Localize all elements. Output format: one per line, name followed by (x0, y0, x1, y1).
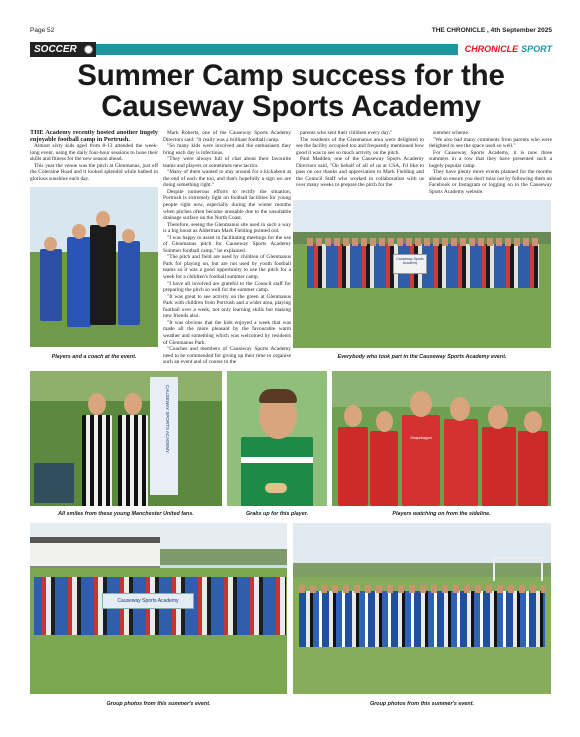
paragraph: "It was great to see activity on the green at Glenmanus Park with children from Portrush and a wider area, playing football over a week, not only learning skills but making new friends also. (163, 293, 291, 320)
photo-players-coach (30, 187, 158, 347)
paragraph: "The pitch and field are used by children of Glenmanus Park for playing on, but are not used by youth football teams so it was a good opportunity to use the pitch for a week for a children's football summer camp. (163, 254, 291, 281)
section-tab (30, 42, 96, 57)
goal-post (493, 557, 543, 581)
article-column-4 (429, 130, 552, 198)
paragraph: This year the venue was the pitch at Glenmanus, just off the Coleraine Road and it looked splendid while bathed in glorious sunshine each day. (30, 162, 158, 182)
player-head (72, 224, 86, 239)
academy-banner (102, 593, 194, 609)
article-column-1 (30, 130, 158, 184)
food-item (265, 483, 287, 493)
paragraph: They have plenty more events planned for the months ahead so ensure you don't miss out by following them on Facebook or Instagram or logging on to the Causeway Sports Academy website. (429, 169, 552, 195)
caption-everybody: Everybody who took part in the Causeway Sports Academy event. (337, 354, 507, 360)
player-head (524, 411, 542, 433)
player-head (376, 411, 393, 432)
paragraph: Mark Roberts, one of the Causeway Sports Academy Directors said: "It really was a brilliant football camp. (163, 130, 291, 143)
lead-paragraph (30, 130, 158, 143)
player-figure (82, 415, 112, 506)
player-figure (338, 427, 368, 506)
section-brand (458, 42, 552, 57)
paragraph: summer scheme. (433, 130, 470, 136)
banner-text: CAUSEWAY SPORTS ACADEMY (165, 385, 170, 454)
brand-secondary: SPORT (521, 44, 552, 54)
lead-text: THE Academy recently hosted another hugely enjoyable football camp in Portrush. (30, 130, 158, 143)
section-bar (30, 42, 552, 57)
player-head (88, 393, 106, 415)
section-label: SOCCER (34, 44, 77, 55)
football-icon (84, 45, 93, 54)
player-hair (259, 389, 297, 403)
player-figure (241, 437, 313, 506)
player-figure (482, 427, 516, 506)
photo-united-fans (30, 371, 222, 506)
paragraph: For Causeway Sports Academy, it is now three summers in a row that they have presented such a hugely popular camp. (429, 149, 552, 169)
caption-group-2: Group photos from this summer's event. (369, 701, 475, 707)
photo-group-2 (293, 523, 551, 694)
caption-united-fans: All smiles from these young Manchester United fans. (58, 511, 194, 517)
caption-grabs: Grabs up for this player. (245, 511, 308, 517)
player-head (124, 393, 142, 415)
article-headline: Summer Camp success for the Causeway Sports Academy (77, 59, 505, 123)
banner-text: Causeway Sports Academy (396, 257, 424, 265)
caption-group-1: Group photos from this summer's event. (106, 701, 211, 707)
tree-line (160, 549, 287, 565)
photo-sky (332, 371, 551, 407)
paragraph: Almost sixty kids aged from 8-13 attended the week-long event, using the daily four-hour sessions to hone their skills and fitness for the new season ahead. (30, 143, 158, 163)
coach-head (96, 211, 110, 227)
player-figure (118, 241, 140, 325)
banner-stand (150, 377, 178, 495)
photo-grabs (227, 371, 327, 506)
paragraph: Despite numerous efforts to rectify the situation, Portrush is extremely light on football facilities for young people right now, especially during the winter months when pitches often become unusable due to the unsuitable drainage surface on the North Coast. (163, 188, 291, 222)
group-crowd (299, 591, 545, 647)
coach-figure (90, 225, 116, 325)
paragraph: "So many kids were involved and the enthusiasm they bring each day is infectious. (163, 143, 291, 156)
page-number: Page 52 (30, 27, 55, 34)
player-figure (118, 415, 148, 506)
player-figure (402, 415, 440, 506)
player-head (122, 229, 135, 243)
paragraph: "We also had many comments from parents who were delighted to see the space used so well." (429, 136, 552, 150)
player-head (410, 391, 432, 417)
player-figure (67, 237, 91, 327)
brand-primary: CHRONICLE (464, 44, 519, 54)
photo-watching (332, 371, 551, 506)
paragraph: The residents of the Glenmanus area were delighted to see the facility occupied too and frequently mentioned how good it was to see so much activity on the pitch. (296, 136, 424, 156)
caption-players-coach: Players and a coach at the event. (51, 354, 137, 360)
paragraph: "I have all involved are grateful to the Council staff for preparing the pitch so well for the summer camp. (163, 280, 291, 294)
group-heads (307, 238, 539, 246)
houses (30, 541, 160, 569)
houses-roof (30, 537, 160, 543)
academy-banner (393, 254, 427, 274)
player-figure (444, 419, 478, 506)
shirt-stripe (241, 457, 313, 463)
player-head (44, 237, 57, 251)
paragraph: "Coaches and members of Causeway Sports Academy need to be commended for giving up their time to organise such an event and of course to the (163, 346, 291, 366)
player-figure (40, 249, 62, 321)
paragraph: parents who sent their children every day." (300, 130, 393, 136)
group-heads (299, 585, 545, 593)
player-figure (370, 431, 398, 506)
publication-date: THE CHRONICLE , 4th September 2025 (431, 27, 552, 34)
player-head (344, 405, 362, 427)
kit-bags (34, 463, 74, 503)
photo-group-1 (30, 523, 287, 694)
player-head (488, 405, 508, 429)
caption-watching: Players watching on from the sideline. (392, 511, 491, 517)
paragraph: Paul Madden, one of the Causeway Sports Academy Directors said, "On behalf of all of us at CSA, I'd like to pass on our thanks and appreciation to Mark Fielding and the Council Staff who worked in collaboration with us over many weeks to prepare the pitch for the (296, 156, 424, 189)
section-rule (96, 44, 458, 55)
article-column-3 (296, 130, 424, 198)
player-figure (518, 431, 548, 506)
paragraph: Therefore, seeing the Glenmanus site used in such a way is a big boost as Alderman Mark Fielding pointed out. (163, 221, 291, 235)
paragraph: "Many of them wanted to stay around for a kickabout at the end of each the too, and that's hopefully a sign we are doing something right." (163, 169, 291, 189)
paragraph: "I was happy to assist in facilitating meetings for the use of Glenmanus pitch for Causeway Sports Academy Summer football camp," he explained. (163, 234, 291, 254)
banner-text: Causeway Sports Academy (117, 598, 179, 604)
photo-everybody (293, 200, 551, 348)
player-head (450, 397, 470, 421)
article-column-2 (163, 130, 291, 366)
page-header (30, 27, 552, 37)
paragraph: "It was obvious that the kids enjoyed a week that was made all the more pleasant by the favourable warm weather and something which was welcomed by residents of Glenmanus Park. (163, 319, 291, 346)
shirt-sponsor: Snapdragon (410, 435, 432, 440)
paragraph: "They were always full of chat about their favourite teams and players or sometimes new tactics. (163, 156, 291, 169)
